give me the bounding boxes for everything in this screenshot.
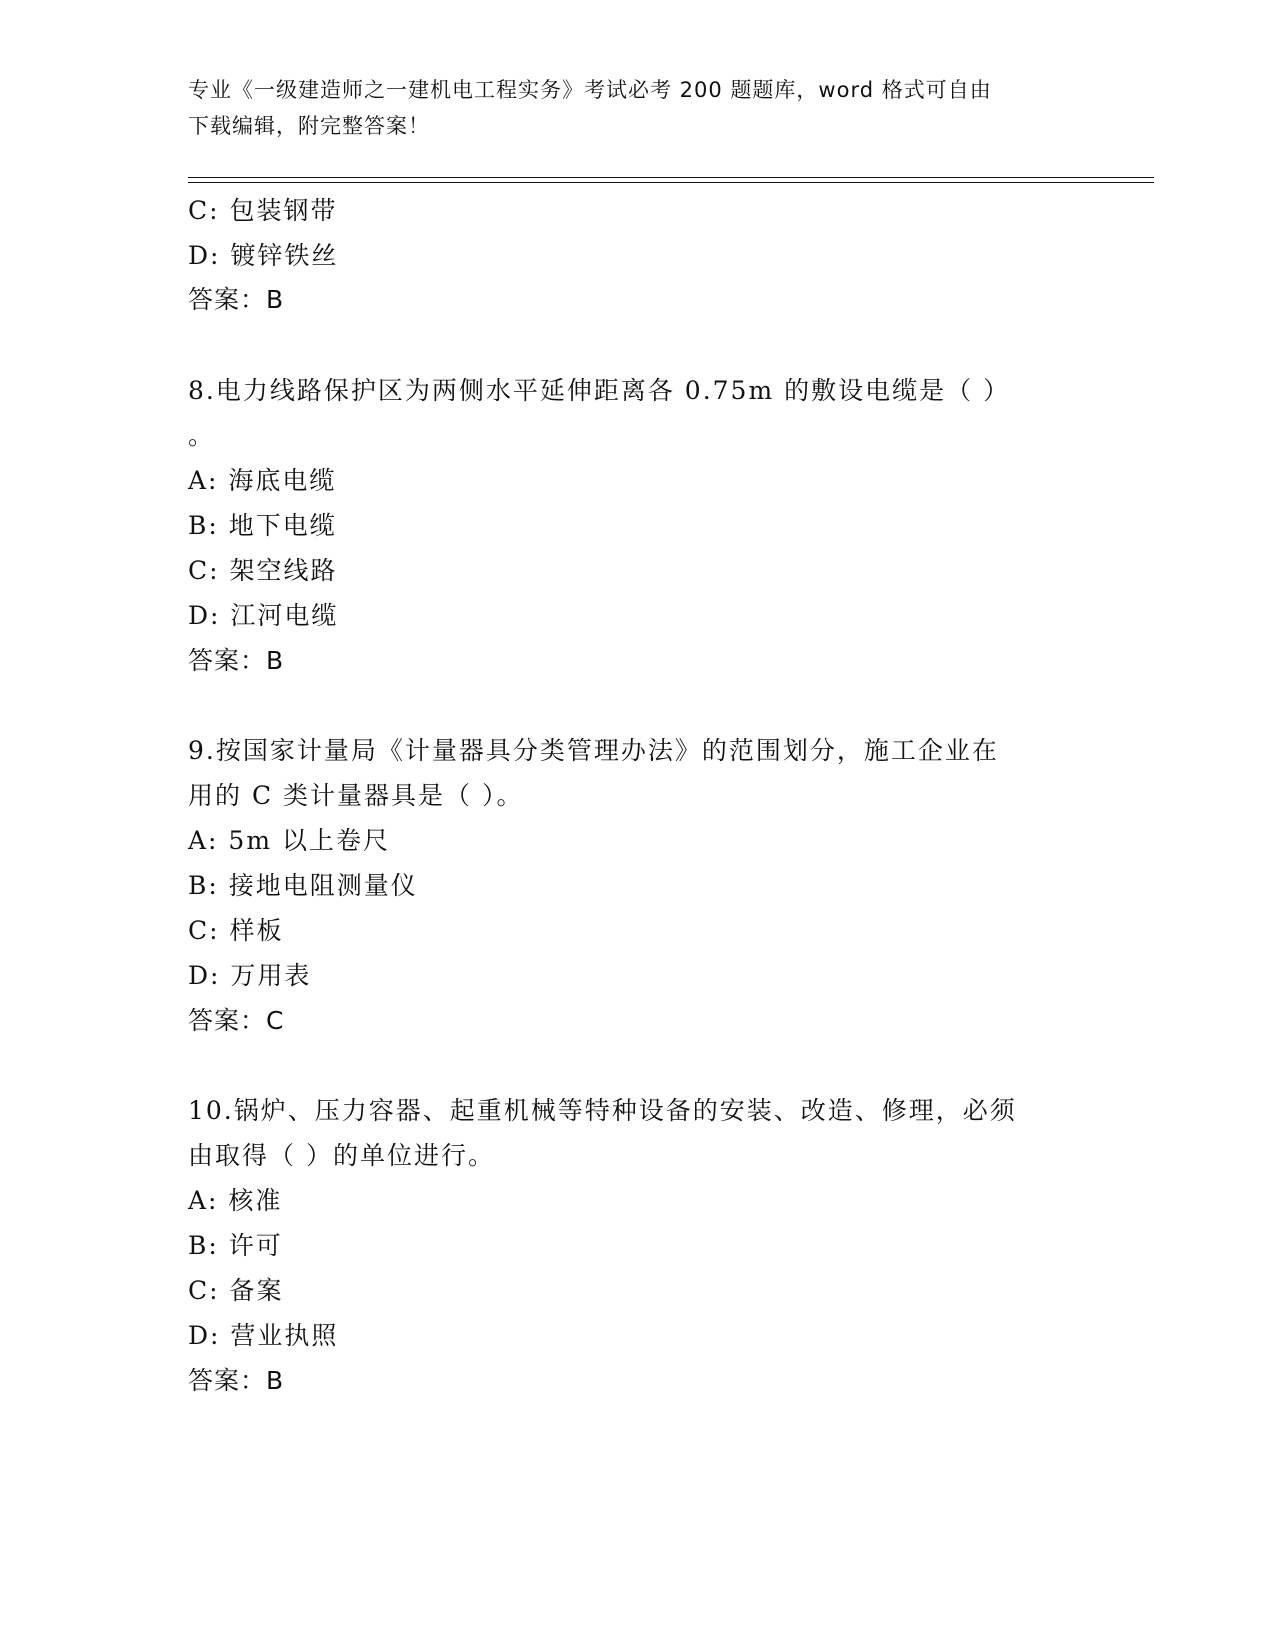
q9-option-d: D: 万用表 bbox=[188, 961, 312, 990]
q9-stem-line-1: 9.按国家计量局《计量器具分类管理办法》的范围划分，施工企业在 bbox=[188, 736, 999, 765]
header-line-1: 专业《一级建造师之一建机电工程实务》考试必考 200 题题库，word 格式可自由 bbox=[188, 78, 992, 102]
q7-option-d: D: 镀锌铁丝 bbox=[188, 241, 339, 270]
q10-answer: 答案：B bbox=[188, 1366, 285, 1395]
q9-option-b: B: 接地电阻测量仪 bbox=[188, 871, 418, 900]
q8-option-d: D: 江河电缆 bbox=[188, 601, 339, 630]
q8-option-b: B: 地下电缆 bbox=[188, 511, 337, 540]
q7-option-c: C: 包装钢带 bbox=[188, 196, 338, 225]
document-header bbox=[188, 72, 1068, 144]
q10-option-a: A: 核准 bbox=[188, 1186, 283, 1215]
q10-option-c: C: 备案 bbox=[188, 1276, 284, 1305]
header-divider-bottom bbox=[188, 182, 1154, 183]
q8-stem-line-2: 。 bbox=[188, 421, 216, 450]
header-divider-top bbox=[188, 177, 1154, 178]
q9-option-a: A: 5m 以上卷尺 bbox=[188, 826, 390, 855]
q10-option-d: D: 营业执照 bbox=[188, 1321, 339, 1350]
q10-option-b: B: 许可 bbox=[188, 1231, 283, 1260]
header-line-2: 下载编辑，附完整答案！ bbox=[188, 114, 430, 138]
q8-option-c: C: 架空线路 bbox=[188, 556, 338, 585]
q7-answer: 答案：B bbox=[188, 285, 285, 314]
q8-answer: 答案：B bbox=[188, 646, 285, 675]
q9-stem-line-2: 用的 C 类计量器具是（ ）。 bbox=[188, 781, 524, 810]
q8-stem-line-1: 8.电力线路保护区为两侧水平延伸距离各 0.75m 的敷设电缆是（ ） bbox=[188, 376, 1011, 405]
q8-option-a: A: 海底电缆 bbox=[188, 466, 337, 495]
q9-option-c: C: 样板 bbox=[188, 916, 284, 945]
q10-stem-line-1: 10.锅炉、压力容器、起重机械等特种设备的安装、改造、修理，必须 bbox=[188, 1096, 1017, 1125]
q9-answer: 答案：C bbox=[188, 1006, 285, 1035]
q10-stem-line-2: 由取得（ ）的单位进行。 bbox=[188, 1141, 495, 1170]
